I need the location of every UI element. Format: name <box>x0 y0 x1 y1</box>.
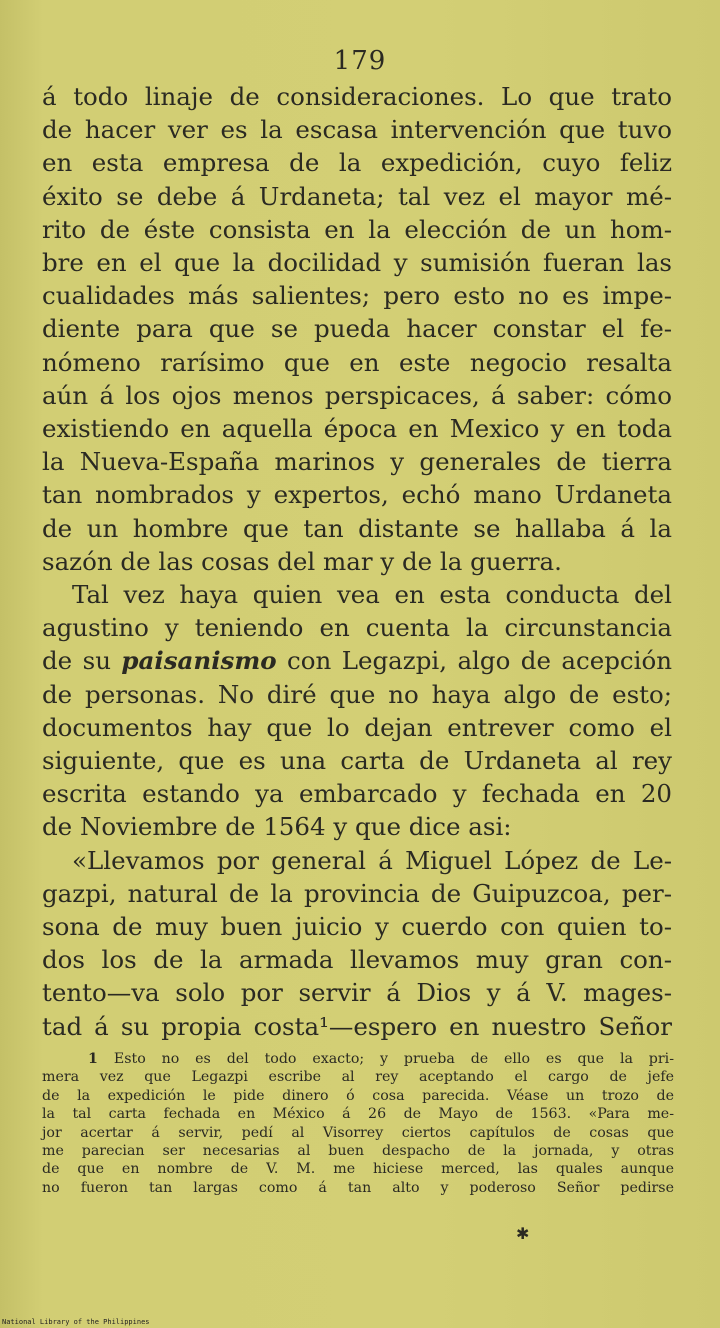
text-line: Tal vez haya quien vea en esta conducta del <box>72 580 672 610</box>
text-line: bre en el que la docilidad y sumisión fueran las <box>42 248 672 278</box>
text-fragment: con Legazpi, algo de acepción <box>276 646 672 676</box>
footnote-text: Esto no es del todo exacto; y prueba de ello es que la pri- <box>113 1051 674 1067</box>
text-line: siguiente, que es una carta de Urdaneta al rey <box>42 746 672 776</box>
text-line: escrita estando ya embarcado y fechada en 20 <box>42 779 672 809</box>
text-line: nómeno rarísimo que en este negocio resalta <box>42 347 672 377</box>
footnote-line: de que en nombre de V. M. me hiciese merced, las quales aunque <box>42 1161 674 1178</box>
text-line: cualidades más salientes; pero esto no es impe- <box>42 281 672 311</box>
text-line: dos los de la armada llevamos muy gran con- <box>42 945 672 975</box>
text-line: «Llevamos por general á Miguel López de Le- <box>72 845 672 875</box>
ornament-glyph: ✱ <box>516 1224 530 1243</box>
text-line: tento—va solo por servir á Dios y á V. mages- <box>42 978 672 1008</box>
main-text <box>42 80 672 1043</box>
footnote-line: no fueron tan largas como á tan alto y poderoso Señor pedirse <box>42 1179 674 1196</box>
text-line: tan nombrados y expertos, echó mano Urdaneta <box>42 480 672 510</box>
text-line: aún á los ojos menos perspicaces, á saber: cómo <box>42 380 672 410</box>
text-line: de Noviembre de 1564 y que dice asi: <box>42 812 512 842</box>
text-line: de hacer ver es la escasa intervención que tuvo <box>42 115 672 145</box>
footnote-marker: 1 <box>88 1051 98 1067</box>
text-line: diente para que se pueda hacer constar el fe- <box>42 314 672 344</box>
footnote-line: mera vez que Legazpi escribe al rey aceptando el cargo de jefe <box>42 1069 674 1086</box>
text-line: la Nueva-España marinos y generales de tierra <box>42 447 672 477</box>
text-fragment: de su <box>42 646 122 676</box>
footnote-line: me parecian ser necesarias al buen despacho de la jornada, y otras <box>42 1143 674 1160</box>
text-line: existiendo en aquella época en Mexico y en toda <box>42 414 672 444</box>
text-line: documentos hay que lo dejan entrever como el <box>42 712 672 742</box>
text-line: de un hombre que tan distante se hallaba á la <box>42 513 672 543</box>
text-line: sazón de las cosas del mar y de la guerra. <box>42 546 562 576</box>
text-line: éxito se debe á Urdaneta; tal vez el mayor mé- <box>42 181 672 211</box>
footnote-line: la tal carta fechada en México á 26 de Mayo de 1563. «Para me- <box>42 1106 674 1123</box>
text-line: agustino y teniendo en cuenta la circunstancia <box>42 613 672 643</box>
library-credit: National Library of the Philippines <box>2 1318 150 1326</box>
emphasized-word: paisanismo <box>121 646 277 676</box>
page-number: 179 <box>333 46 387 76</box>
paragraph-3 <box>42 844 672 1043</box>
text-line: tad á su propia costa¹—espero en nuestro Señor <box>42 1011 672 1041</box>
footnote-line: de la expedición le pide dinero ó cosa parecida. Véase un trozo de <box>42 1087 674 1104</box>
footnote-line: jor acertar á servir, pedí al Visorrey ciertos capítulos de cosas que <box>42 1124 674 1141</box>
text-line: rito de éste consista en la elección de un hom- <box>42 214 672 244</box>
paragraph-1 <box>42 80 672 578</box>
text-line: gazpi, natural de la provincia de Guipuzcoa, per- <box>42 878 672 908</box>
text-line: en esta empresa de la expedición, cuyo feliz <box>42 148 672 178</box>
text-line: de personas. No diré que no haya algo de esto; <box>42 679 672 709</box>
footnote <box>42 1050 674 1197</box>
paragraph-2 <box>42 578 672 844</box>
footnote-line <box>42 1050 674 1068</box>
text-line <box>42 644 672 677</box>
text-line: á todo linaje de consideraciones. Lo que trato <box>42 82 672 111</box>
text-line: sona de muy buen juicio y cuerdo con quien to- <box>42 912 672 942</box>
